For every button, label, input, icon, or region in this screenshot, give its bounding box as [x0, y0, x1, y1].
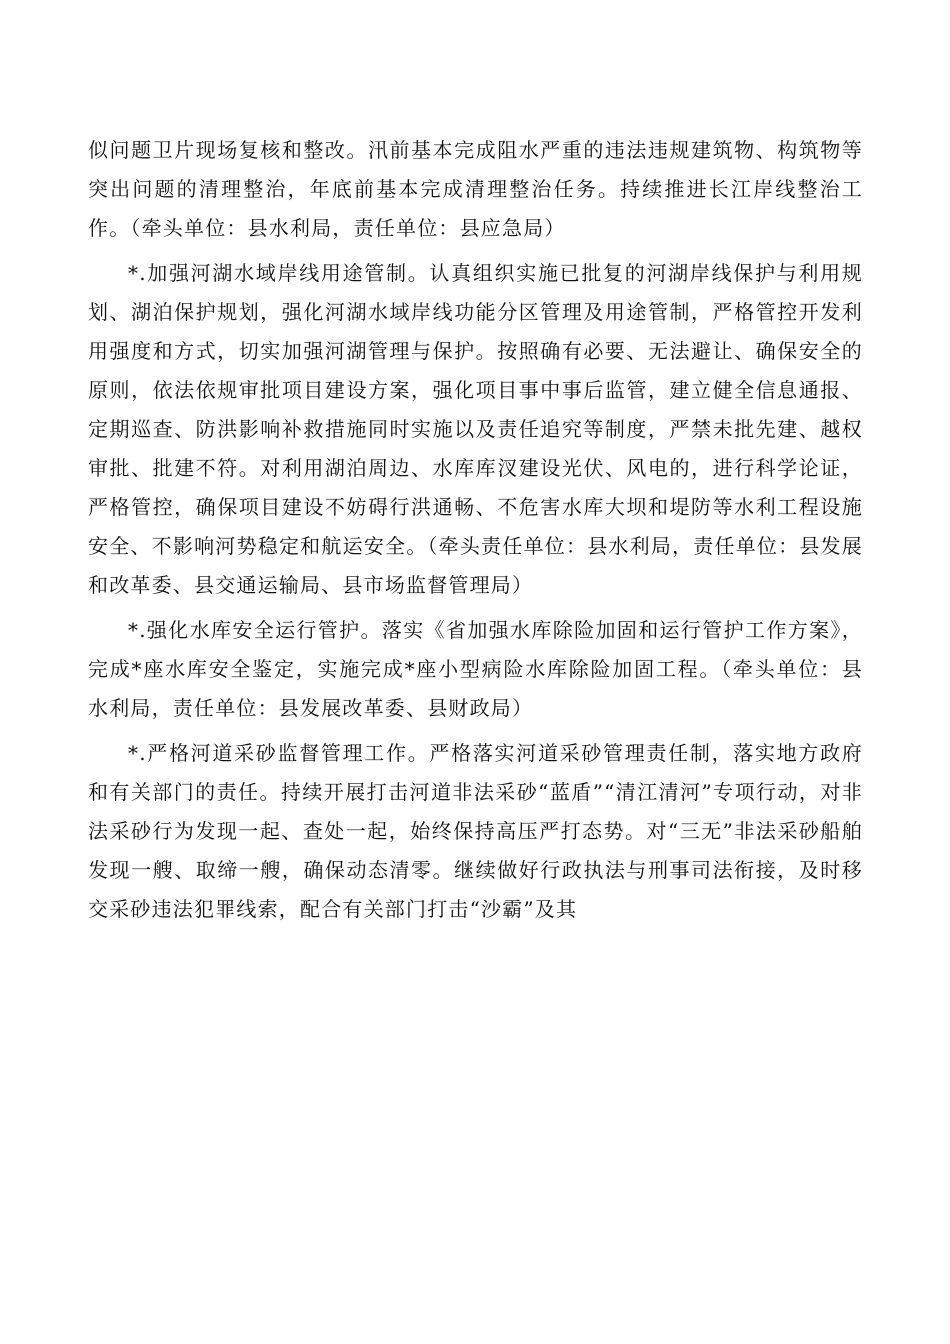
paragraph-shoreline-rectification: 似问题卫片现场复核和整改。汛前基本完成阻水严重的违法违规建筑物、构筑物等突出问题的清理整治，年底前基本完成清理整治任务。持续推进长江岸线整治工作。（牵头单位：县水利局，责任单位：县应急局） — [88, 138, 863, 240]
paragraph-sand-mining-supervision: *.严格河道采砂监督管理工作。严格落实河道采砂管理责任制，落实地方政府和有关部门的责任。持续开展打击河道非法采砂“蓝盾”“清江清河”专项行动，对非法采砂行为发现一起、查处一起，始终保持高压严打态势。对“三无”非法采砂船舶发现一艘、取缔一艘，确保动态清零。继续做好行政执法与刑事司法衔接，及时移交采砂违法犯罪线索，配合有关部门打击“沙霸”及其 — [88, 741, 863, 921]
paragraph-reservoir-safety: *.强化水库安全运行管护。落实《省加强水库除险加固和运行管护工作方案》，完成*座水库安全鉴定，实施完成*座小型病险水库除险加固工程。（牵头单位：县水利局，责任单位：县发展改革委、县财政局） — [88, 618, 863, 720]
document-page — [88, 131, 863, 929]
paragraph-shoreline-use-control: *.加强河湖水域岸线用途管制。认真组织实施已批复的河湖岸线保护与利用规划、湖泊保护规划，强化河湖水域岸线功能分区管理及用途管制，严格管控开发利用强度和方式，切实加强河湖管理与保护。按照确有必要、无法避让、确保安全的原则，依法依规审批项目建设方案，强化项目事中事后监管，建立健全信息通报、定期巡查、防洪影响补救措施同时实施以及责任追究等制度，严禁未批先建、越权审批、批建不符。对利用湖泊周边、水库库汊建设光伏、风电的，进行科学论证，严格管控，确保项目建设不妨碍行洪通畅、不危害水库大坝和堤防等水利工程设施安全、不影响河势稳定和航运安全。（牵头责任单位：县水利局，责任单位：县发展和改革委、县交通运输局、县市场监督管理局） — [88, 261, 863, 597]
